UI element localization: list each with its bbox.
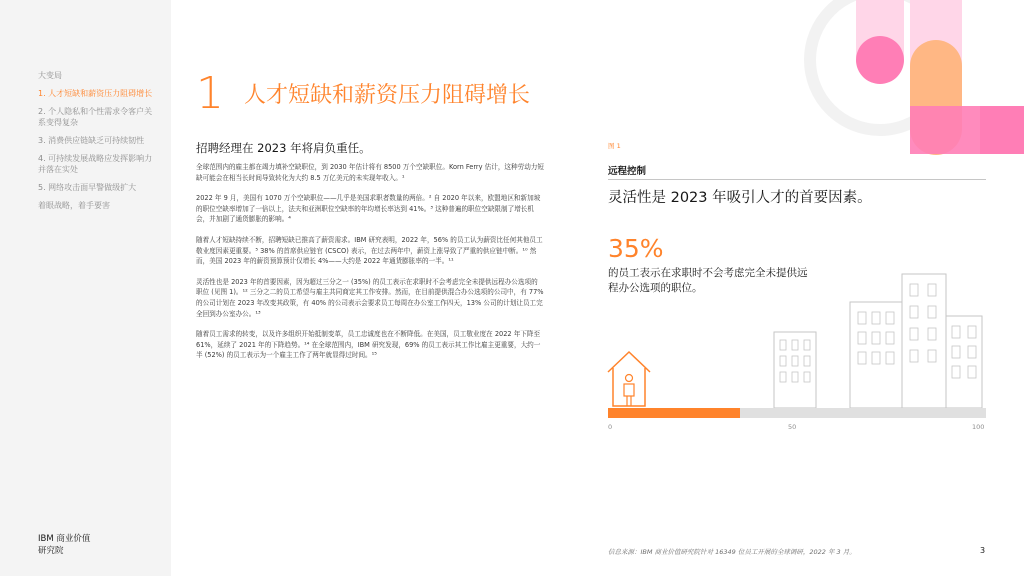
paragraph: 2022 年 9 月，美国有 1070 万个空缺职位——几乎是美国求职者数量的两倍。² 自 2020 年以来，欧盟地区和新加坡的职位空缺率增加了一倍以上，法夫和亚洲职位空缺率的年均增长率达到 41%。³ 这种普遍的职位空缺限制了增长机会，并加剧了通货膨胀的影响。⁴ <box>196 194 541 224</box>
table-of-contents <box>38 70 156 218</box>
paragraph: 全球范围内的雇主都在竭力填补空缺职位，到 2030 年估计将有 8500 万个空缺职位。Korn Ferry 估计，这种劳动力短缺可能会在相当长时间导致转化为大约 8.5 万亿美元的未实现年收入。¹ <box>196 163 544 182</box>
tick-label-50: 50 <box>788 423 797 431</box>
chapter-title: 人才短缺和薪资压力阻碍增长 <box>244 83 531 108</box>
stat-description: 的员工表示在求职时不会考虑完全未提供远程办公选项的职位。 <box>608 267 808 294</box>
tick-label-0: 0 <box>608 423 613 431</box>
figure-heading: 远程控制 <box>608 166 647 177</box>
figure-divider <box>608 179 986 180</box>
office-buildings-icon <box>770 268 986 408</box>
tick-label-100: 100 <box>972 423 985 431</box>
sidebar <box>0 0 171 576</box>
toc-item-privacy[interactable]: 2. 个人隐私和个性需求令客户关系变得复杂 <box>38 107 153 127</box>
paragraph: 灵活性也是 2023 年的首要因素，因为超过三分之一 (35%) 的员工表示在求职时不会考虑完全未提供远程办公选项的职位 (见图 1)。¹² 三分之二的员工希望与雇主共同商定其工作安排。然而，在目前提供混合办公选项的公司中，有 77% 的公司计划在 2023 年改变其政策，有 40% 的公司表示会要求员工每周在办公室工作四天，13% 公司的计划让员工完全回到办公室办公。¹³ <box>196 277 544 318</box>
figure-title: 灵活性是 2023 年吸引人才的首要因素。 <box>608 190 872 206</box>
toc-item-strategy[interactable]: 着眼战略，着手要害 <box>38 201 110 210</box>
brand-line-2: 研究院 <box>38 546 64 556</box>
house-icon <box>606 348 652 408</box>
chapter-number: 1 <box>196 68 224 119</box>
body-text <box>196 162 544 371</box>
paragraph: 随着人才短缺持续不断，招聘短缺已推高了薪资需求。IBM 研究表明，2022 年，56% 的员工认为薪资比任何其他员工敬业度因素更重要。⁵ 38% 的首席供应链官 (CSCO) 表示，在过去两年中，薪资上涨导致了严重的供应链中断。¹⁰ 然而，美国 2023 年的薪资预算预计仅增长 4%——大约是 2022 年通货膨胀率的一半。¹¹ <box>196 235 543 266</box>
paragraph: 随着员工需求的转变，以及许多组织开始抵制变革，员工忠诚度也在不断降低。在美国，员工敬业度在 2022 年下降至 61%，延续了 2021 年的下降趋势。¹⁴ 在全球范围内，IBM 研究发现，69% 的员工表示其工作比雇主更重要，大约一半 (52%) 的员工表示为一个雇主工作了两年就显得过时间。¹⁵ <box>196 330 541 360</box>
figure-label: 图 1 <box>608 142 621 150</box>
toc-item-supply-chain[interactable]: 3. 消费供应链缺乏可持续韧性 <box>38 136 145 145</box>
decorative-shapes-graphic <box>800 0 1024 160</box>
lead-sentence: 招聘经理在 2023 年将肩负重任。 <box>196 141 371 155</box>
toc-item-overview[interactable]: 大变局 <box>38 71 62 80</box>
stat-value: 35% <box>608 234 664 263</box>
toc-item-talent[interactable]: 1. 人才短缺和薪资压力阻碍增长 <box>38 89 153 98</box>
page-number: 3 <box>980 546 986 555</box>
brand-line-1: IBM 商业价值 <box>38 534 91 544</box>
source-note: 信息来源：IBM 商业价值研究院针对 16349 位员工开展的全球调研，2022 年 3 月。 <box>608 548 856 556</box>
percent-bar-fill <box>608 408 740 418</box>
toc-item-cyber[interactable]: 5. 网络攻击面早警做级扩大 <box>38 183 137 192</box>
brand-logo-text <box>38 533 118 557</box>
percent-bar-track <box>608 408 986 418</box>
toc-item-sustainability[interactable]: 4. 可持续发展战略应发挥影响力并落在实处 <box>38 154 153 174</box>
